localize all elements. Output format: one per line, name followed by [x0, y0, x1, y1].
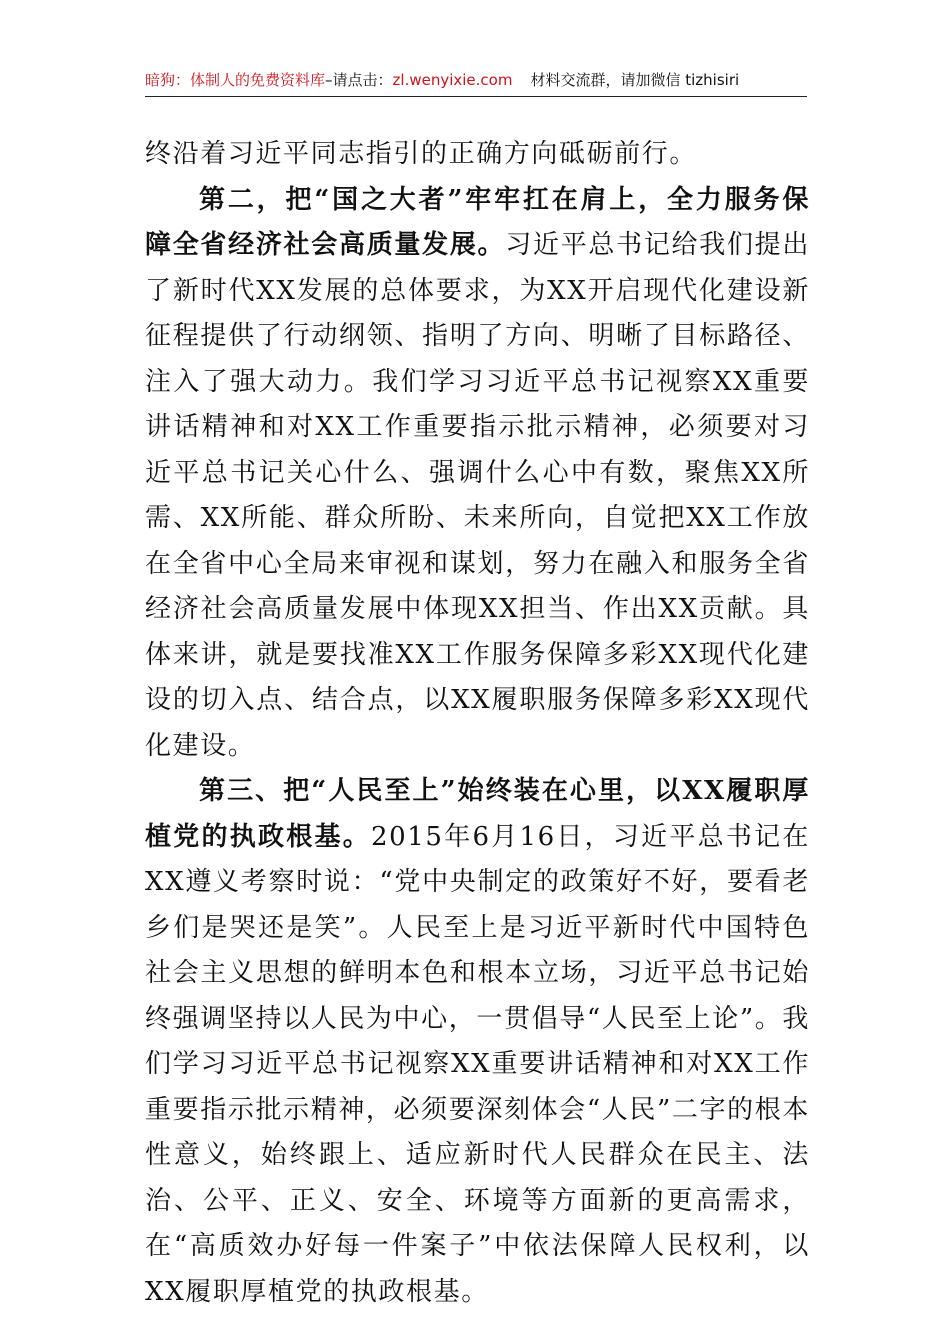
paragraph-third-point: [145, 769, 810, 1315]
header-brand-text: 暗狗：体制人的免费资料库: [145, 71, 326, 89]
header-group-notice: 材料交流群，请加微信 tizhisiri: [530, 71, 740, 89]
document-body: [145, 132, 810, 1315]
header-site-link[interactable]: zl.wenyixie.com: [392, 71, 513, 89]
paragraph-continuation: 终沿着习近平同志指引的正确方向砥砺前行。: [145, 139, 698, 169]
paragraph-third-text: 2015年6月16日，习近平总书记在XX遵义考察时说：“党中央制定的政策好不好，要看老乡们是哭还是笑”。人民至上是习近平新时代中国特色社会主义思想的鲜明本色和根本立场，习近平总书记始终强调坚持以人民为中心，一贯倡导“人民至上论”。我们学习习近平总书记视察XX重要讲话精神和对XX工作重要指示批示精神，必须要深刻体会“人民”二字的根本性意义，始终跟上、适应新时代人民群众在民主、法治、公平、正义、安全、环境等方面新的更高需求，在“高质效办好每一件案子”中依法保障人民权利，以XX履职厚植党的执政根基。: [145, 821, 810, 1307]
paragraph-second-lead: 第二，把“国之大者”牢牢扛在肩上，全力服务保障全省经济社会高质量发展。: [145, 184, 810, 260]
paragraph-second-text: 习近平总书记给我们提出了新时代XX发展的总体要求，为XX开启现代化建设新征程提供了行动纲领、指明了方向、明晰了目标路径、注入了强大动力。我们学习习近平总书记视察XX重要讲话精神和对XX工作重要指示批示精神，必须要对习近平总书记关心什么、强调什么心中有数，聚焦XX所需、XX所能、群众所盼、未来所向，自觉把XX工作放在全省中心全局来审视和谋划，努力在融入和服务全省经济社会高质量发展中体现XX担当、作出XX贡献。具体来讲，就是要找准XX工作服务保障多彩XX现代化建设的切入点、结合点，以XX履职服务保障多彩XX现代化建设。: [145, 230, 810, 761]
paragraph-third-lead: 第三、把“人民至上”始终装在心里，以XX履职厚植党的执政根基。: [145, 776, 810, 852]
header-click-prompt: –请点击：: [325, 71, 393, 89]
page-header: [145, 66, 807, 97]
paragraph-second-point: [145, 178, 810, 770]
